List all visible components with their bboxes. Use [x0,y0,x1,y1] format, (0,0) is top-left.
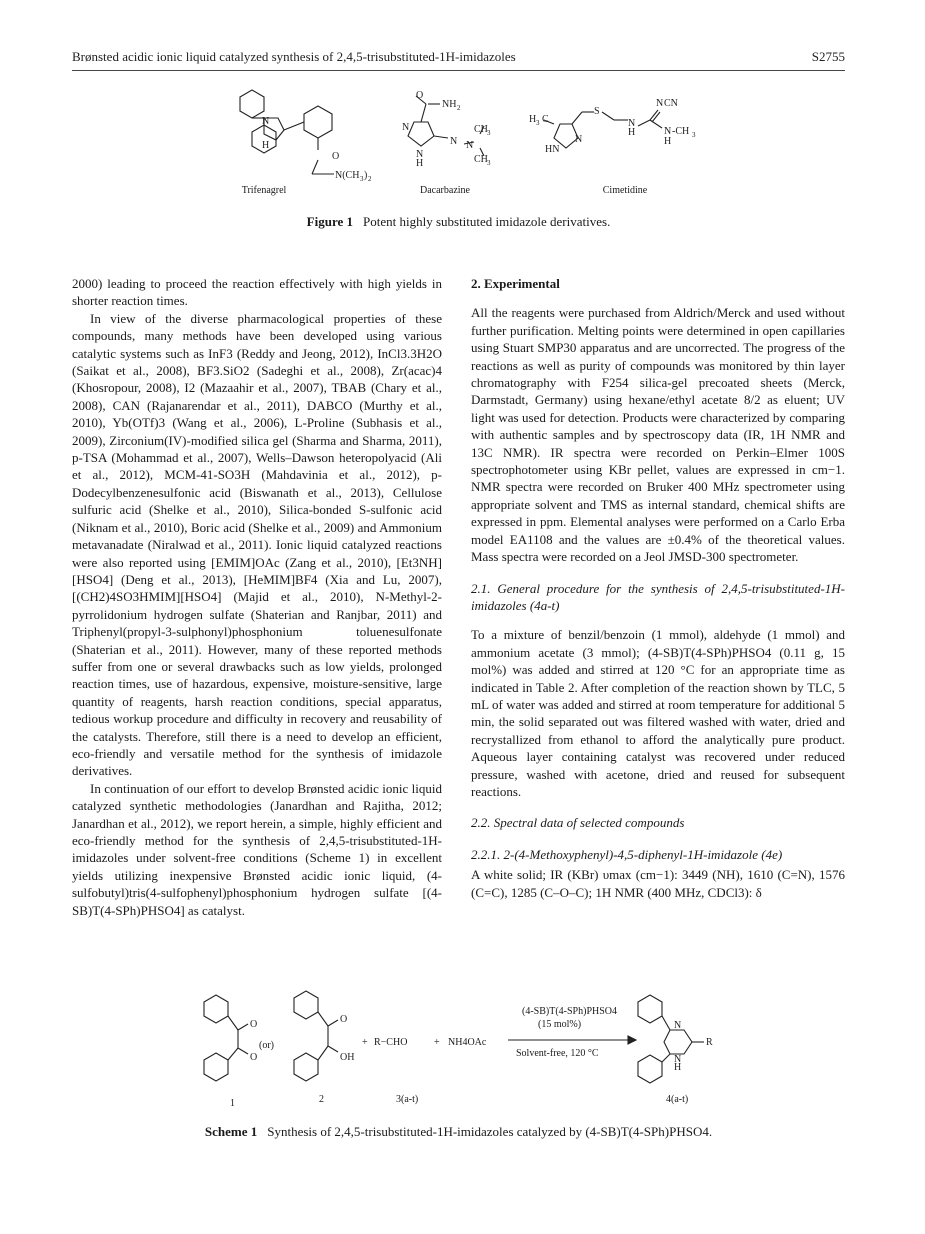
header-rule [72,70,845,71]
svg-text:H: H [529,114,537,125]
svg-text:3: 3 [536,119,540,127]
scheme-1-caption-text: Synthesis of 2,4,5-trisubstituted-1H-imidazoles catalyzed by (4-SB)T(4-SPh)PHSO4. [267,1124,713,1139]
svg-text:3: 3 [360,175,364,183]
left-paragraph-1: 2000) leading to proceed the reaction effectively with high yields in shorter reaction times. [72,276,442,309]
molecule-name-dacarbazine: Dacarbazine [420,185,470,196]
svg-text:N: N [416,149,424,160]
svg-text:3: 3 [692,131,696,139]
svg-text:N: N [628,118,636,129]
scheme-1-label: Scheme 1 [204,1124,258,1139]
page-number: S2755 [811,49,845,64]
svg-text:H: H [416,158,424,169]
svg-text:N: N [656,98,664,109]
svg-text:H: H [664,136,672,147]
compound-label-2: 2 [319,1094,324,1105]
svg-text:N: N [466,140,474,151]
svg-text:+: + [434,1037,440,1048]
svg-text:OH: OH [340,1052,355,1063]
svg-text:N: N [664,126,672,137]
svg-text:3: 3 [487,129,491,137]
subsection-heading-spectral-data: 2.2. Spectral data of selected compounds [471,815,685,831]
compound-label-3: 3(a-t) [396,1094,419,1105]
figure-1 [72,82,845,232]
cimetidine-structure [544,110,662,148]
svg-text:HN: HN [545,144,560,155]
svg-text:O: O [416,90,424,101]
subsection-heading-general-procedure: 2.1. General procedure for the synthesis of 2,4,5-trisubstituted-1H-imidazoles (4a-t) [471,580,845,613]
scheme-catalyst: (4-SB)T(4-SPh)PHSO4 [522,1006,618,1017]
molecule-name-cimetidine: Cimetidine [602,185,648,196]
svg-text:H: H [628,127,636,138]
scheme-catalyst-loading: (15 mol%) [538,1019,582,1030]
right-paragraph-2: To a mixture of benzil/benzoin (1 mmol), aldehyde (1 mmol) and ammonium acetate (3 mmol); (4-SB)T(4-SPh)PHSO4 (0.11 g, 15 mol%) was added and stirred at 120 °C for an appropriate time as indicated in Table 2. After completion of the reaction shown by TLC, 5 mL of water was added and stirred at room temperature for additional 5 min, the solid separated out was filtered washed with water, dried and recrystallized from ethanol to afford the analytically pure product. Aqueous layer containing catalyst was recovered under reduced pressure, washed with acetone, dried and reused for subsequent reactions. [471,627,845,799]
running-title: Brønsted acidic ionic liquid catalyzed synthesis of 2,4,5-trisubstituted-1H-imidazoles [72,49,516,64]
right-column [471,275,845,901]
scheme-ammonium-acetate: NH4OAc [448,1037,487,1048]
svg-text:+: + [362,1037,368,1048]
svg-text:3: 3 [487,159,491,167]
svg-text:2: 2 [368,175,372,183]
svg-text:H: H [262,140,270,151]
svg-text:O: O [250,1019,258,1030]
section-heading-experimental: 2. Experimental [471,276,560,291]
svg-text:CH: CH [474,154,488,165]
svg-text:NH: NH [442,99,457,110]
svg-text:N: N [575,134,583,145]
left-paragraph-3: In continuation of our effort to develop Brønsted acidic ionic liquid catalyzed synthetic methodologies (Janardhan and Rajitha, 2012; Janardhan et al., 2012), we report herein, a simple, highly efficient and eco-friendly method for the synthesis of 2,4,5-trisubstituted-1H-imidazoles under solvent-free conditions (Scheme 1) in excellent yields utilizing inexpensive Brønsted acidic ionic liquid, (4-sulfobutyl)tris(4-sulfophenyl)phosphonium hydrogen sulfate [(4-SB)T(4-SPh)PHSO4] as catalyst. [72,780,442,918]
svg-text:O: O [340,1014,348,1025]
subsubsection-heading-4e: 2.2.1. 2-(4-Methoxyphenyl)-4,5-diphenyl-1H-imidazole (4e) [471,846,783,862]
left-column [72,275,442,919]
scheme-1-reaction [72,990,845,1115]
svg-text:R: R [706,1037,713,1048]
svg-text:N: N [262,116,270,127]
scheme-aldehyde: R−CHO [374,1037,408,1048]
left-paragraph-2: In view of the diverse pharmacological properties of these compounds, many methods have been developed using various catalytic systems such as InF3 (Reddy and Jeong, 2012), InCl3.3H2O (Saikat et al., 2008), BF3.SiO2 (Sadeghi et al., 2008), Zr(acac)4 (Khosropour, 2008), I2 (Mazaahir et al., 2007), TBAB (Chary et al., 2008), CAN (Rajanarendar et al., 2011), DABCO (Murthy et al., 2010), Yb(OTf)3 (Wang et al., 2006), L-Proline (Subhasis et al., 2009), Zirconium(IV)-modified silica gel (Sharma and Sharma, 2011), p-TSA (Mohammad et al., 2007), Wells–Dawson heteropolyacid (Ali et al., 2012), MCM-41-SO3H (Mahdavinia et al., 2012), p-Dodecylbenzenesulfonic acid (Biswanath et al., 2013), Cellulose sulfuric acid (Shelke et al., 2010), Silica-bonded S-sulfonic acid (Niknam et al., 2010), Boric acid (Shelke et al., 2009) and Ammonium metavanadate (Niralwad et al., 2011). Ionic liquid catalyzed reactions were also reported using [EMIM]OAc (Zang et al., 2010), [Et3NH][HSO4] (Deng et al., 2013), [HeMIM]BF4 (Xia and Lu, 2007), [(CH2)4SO3HMIM][HSO4] (Majid et al., 2010), N-Methyl-2-pyrrolidonium hydrogen sulfate (Shaterian and Ranjbar, 2011) and Triphenyl(propyl-3-sulphonyl)phosphonium toluenesulfonate (Shaterian et al., 2011). However, many of these reported methods suffer from one or several drawbacks such as low yields, prolonged reaction times, use of hazardous, expensive, moisture-sensitive, large quantity of reagents, harsh reaction conditions, special apparatus, tedious workup procedure and difficulty in recovery and reusability of the catalysts. Therefore, still there is a need to develop an efficient, eco-friendly and versatile method for the synthesis of imidazole derivatives. [72,310,442,779]
scheme-1 [72,990,845,1150]
svg-text:CN: CN [664,98,678,109]
svg-text:): ) [364,170,368,181]
right-paragraph-1: All the reagents were purchased from Aldrich/Merck and used without further purification. Melting points were determined in open capillaries using Stuart SMP30 apparatus and are uncorrected. The progress of the reactions as well as purity of compounds was monitored by thin layer chromatography with F254 silica-gel precoated sheets (Merck, Darmstadt, Germany) using hexane/ethyl acetate 8/2 as eluent; UV light was used for detection. Products were characterized by comparing with authentic samples and by spectroscopy data (IR, 1H NMR and 13C NMR). IR spectra were recorded on Perkin–Elmer 100S spectrophotometer using KBr pellet, values are expressed in cm−1. NMR spectra were recorded on Bruker 400 MHz spectrometer using appropriate solvent and TMS as internal standard, chemical shifts are expressed in ppm. Elemental analyses were performed on a Carlo Erba model EA1108 and the values are ±0.4% of the theoretical values. Mass spectra were recorded on a Jeol JMSD-300 spectrometer. [471,305,845,565]
svg-text:S: S [594,106,600,117]
molecule-name-trifenagrel: Trifenagrel [241,185,287,196]
compound-label-4: 4(a-t) [666,1094,689,1105]
svg-text:CH: CH [474,124,488,135]
trifenagrel-structure [240,90,334,174]
scheme-conditions: Solvent-free, 120 °C [516,1048,599,1059]
svg-text:-CH: -CH [672,126,690,137]
svg-text:N: N [674,1054,682,1065]
figure-1-label: Figure 1 [306,214,353,229]
svg-text:N(CH: N(CH [335,170,360,181]
compound-label-1: 1 [230,1098,235,1109]
svg-text:H: H [674,1062,682,1073]
figure-1-caption [72,214,845,230]
right-paragraph-3: A white solid; IR (KBr) υmax (cm−1): 3449 (NH), 1610 (C=N), 1576 (C=C), 1285 (C–O–C); 1H NMR (400 MHz, CDCl3): δ [471,867,845,900]
svg-text:N: N [674,1020,682,1031]
svg-text:2: 2 [457,104,461,112]
svg-text:C: C [542,114,549,125]
scheme-1-caption [72,1124,845,1140]
scheme-or-text: (or) [259,1040,274,1051]
figure-1-caption-text: Potent highly substituted imidazole derivatives. [363,214,611,229]
svg-text:N: N [402,122,410,133]
svg-text:N: N [450,136,458,147]
svg-text:O: O [332,151,340,162]
svg-text:O: O [250,1052,258,1063]
